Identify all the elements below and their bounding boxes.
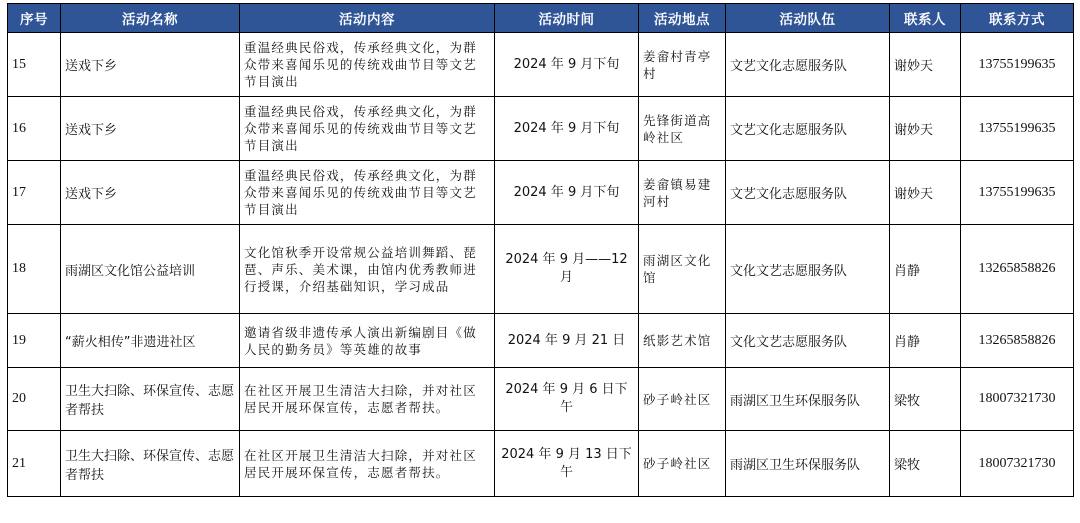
row-name: 送戏下乡 bbox=[61, 33, 240, 97]
table-row bbox=[8, 225, 1074, 314]
row-team: 文艺文化志愿服务队 bbox=[726, 33, 890, 97]
header-row bbox=[8, 4, 1074, 33]
table-row bbox=[8, 33, 1074, 97]
row-contact: 梁牧 bbox=[890, 431, 961, 497]
row-time: 2024 年 9 月 21 日 bbox=[495, 314, 639, 368]
table-row bbox=[8, 431, 1074, 497]
row-place: 姜畲村青亭村 bbox=[639, 33, 726, 97]
row-content: 在社区开展卫生清洁大扫除，并对社区居民开展环保宣传，志愿者帮扶。 bbox=[240, 368, 495, 431]
row-time: 2024 年 9 月下旬 bbox=[495, 33, 639, 97]
row-content: 重温经典民俗戏，传承经典文化，为群众带来喜闻乐见的传统戏曲节目等文艺节目演出 bbox=[240, 161, 495, 225]
activity-table bbox=[7, 3, 1074, 497]
row-no: 19 bbox=[8, 314, 61, 368]
row-phone: 13265858826 bbox=[961, 225, 1074, 314]
table-row bbox=[8, 314, 1074, 368]
row-no: 21 bbox=[8, 431, 61, 497]
row-phone: 13755199635 bbox=[961, 161, 1074, 225]
row-no: 18 bbox=[8, 225, 61, 314]
row-time: 2024 年 9 月——12 月 bbox=[495, 225, 639, 314]
row-team: 文化文艺志愿服务队 bbox=[726, 314, 890, 368]
row-phone: 18007321730 bbox=[961, 431, 1074, 497]
header-contact: 联系人 bbox=[890, 4, 961, 33]
row-team: 雨湖区卫生环保服务队 bbox=[726, 368, 890, 431]
row-content: 重温经典民俗戏，传承经典文化，为群众带来喜闻乐见的传统戏曲节目等文艺节目演出 bbox=[240, 33, 495, 97]
row-no: 16 bbox=[8, 97, 61, 161]
header-time: 活动时间 bbox=[495, 4, 639, 33]
row-phone: 13755199635 bbox=[961, 33, 1074, 97]
row-name: “薪火相传”非遗进社区 bbox=[61, 314, 240, 368]
row-team: 雨湖区卫生环保服务队 bbox=[726, 431, 890, 497]
row-team: 文化文艺志愿服务队 bbox=[726, 225, 890, 314]
row-place: 先锋街道高岭社区 bbox=[639, 97, 726, 161]
header-content: 活动内容 bbox=[240, 4, 495, 33]
row-time: 2024 年 9 月 6 日下午 bbox=[495, 368, 639, 431]
row-time: 2024 年 9 月下旬 bbox=[495, 161, 639, 225]
row-phone: 13755199635 bbox=[961, 97, 1074, 161]
row-name: 卫生大扫除、环保宣传、志愿者帮扶 bbox=[61, 431, 240, 497]
header-place: 活动地点 bbox=[639, 4, 726, 33]
row-name: 卫生大扫除、环保宣传、志愿者帮扶 bbox=[61, 368, 240, 431]
row-name: 送戏下乡 bbox=[61, 97, 240, 161]
table-row bbox=[8, 368, 1074, 431]
header-no: 序号 bbox=[8, 4, 61, 33]
row-no: 15 bbox=[8, 33, 61, 97]
row-place: 姜畲镇易建河村 bbox=[639, 161, 726, 225]
row-content: 重温经典民俗戏，传承经典文化，为群众带来喜闻乐见的传统戏曲节目等文艺节目演出 bbox=[240, 97, 495, 161]
row-place: 雨湖区文化馆 bbox=[639, 225, 726, 314]
row-content: 文化馆秋季开设常规公益培训舞蹈、琵琶、声乐、美术课，由馆内优秀教师进行授课，介绍基础知识，学习成品 bbox=[240, 225, 495, 314]
row-no: 20 bbox=[8, 368, 61, 431]
row-team: 文艺文化志愿服务队 bbox=[726, 97, 890, 161]
table-row bbox=[8, 97, 1074, 161]
row-time: 2024 年 9 月 13 日下午 bbox=[495, 431, 639, 497]
row-name: 雨湖区文化馆公益培训 bbox=[61, 225, 240, 314]
table-row bbox=[8, 161, 1074, 225]
row-contact: 肖静 bbox=[890, 225, 961, 314]
activity-table-container bbox=[7, 3, 1074, 497]
row-contact: 谢妙天 bbox=[890, 161, 961, 225]
row-content: 邀请省级非遗传承人演出新编剧目《做人民的勤务员》等英雄的故事 bbox=[240, 314, 495, 368]
header-phone: 联系方式 bbox=[961, 4, 1074, 33]
row-no: 17 bbox=[8, 161, 61, 225]
row-contact: 谢妙天 bbox=[890, 33, 961, 97]
row-contact: 谢妙天 bbox=[890, 97, 961, 161]
row-team: 文艺文化志愿服务队 bbox=[726, 161, 890, 225]
row-time: 2024 年 9 月下旬 bbox=[495, 97, 639, 161]
row-contact: 肖静 bbox=[890, 314, 961, 368]
row-place: 砂子岭社区 bbox=[639, 431, 726, 497]
row-place: 砂子岭社区 bbox=[639, 368, 726, 431]
row-phone: 18007321730 bbox=[961, 368, 1074, 431]
row-place: 纸影艺术馆 bbox=[639, 314, 726, 368]
row-content: 在社区开展卫生清洁大扫除，并对社区居民开展环保宣传，志愿者帮扶。 bbox=[240, 431, 495, 497]
header-name: 活动名称 bbox=[61, 4, 240, 33]
row-contact: 梁牧 bbox=[890, 368, 961, 431]
header-team: 活动队伍 bbox=[726, 4, 890, 33]
row-name: 送戏下乡 bbox=[61, 161, 240, 225]
row-phone: 13265858826 bbox=[961, 314, 1074, 368]
